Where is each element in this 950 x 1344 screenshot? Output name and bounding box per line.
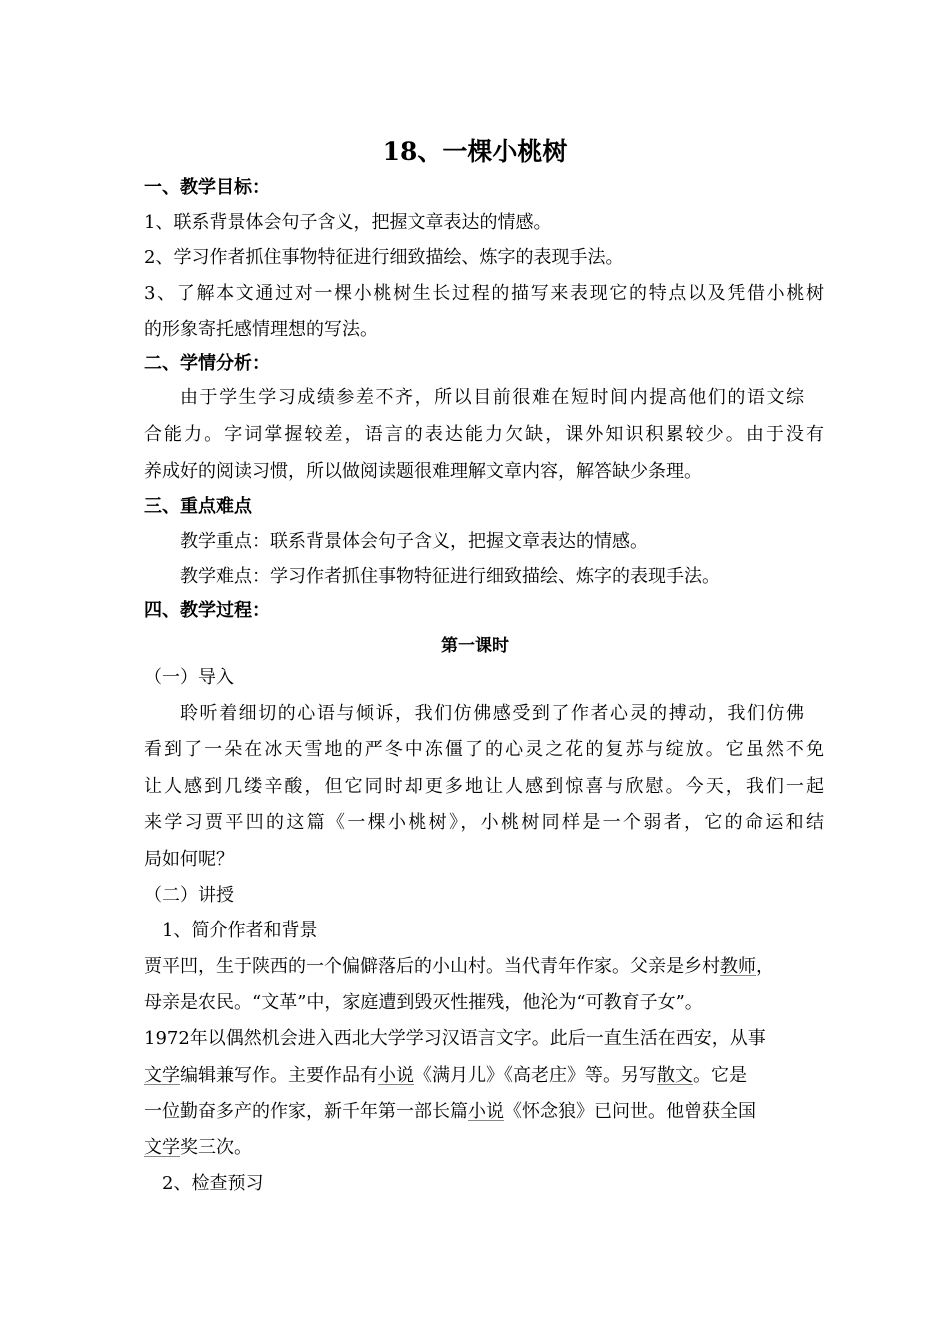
objective-item-continued: 的形象寄托感情理想的写法。 xyxy=(144,319,378,340)
intro-paragraph-line: 聆听着细切的心语与倾诉，我们仿佛感受到了作者心灵的搏动，我们仿佛 xyxy=(180,703,804,724)
objective-item: 2、学习作者抓住事物特征进行细致描绘、炼字的表现手法。 xyxy=(144,247,624,268)
intro-paragraph-line: 看到了一朵在冰天雪地的严冬中冻僵了的心灵之花的复苏与绽放。它虽然不免 xyxy=(144,739,824,760)
key-point: 教学重点：联系背景体会句子含义，把握文章表达的情感。 xyxy=(180,531,648,552)
lesson-heading: 第一课时 xyxy=(441,636,509,656)
intro-heading: （一）导入 xyxy=(144,667,234,688)
section-heading-keypoints: 三、重点难点 xyxy=(144,496,252,517)
analysis-paragraph-line: 由于学生学习成绩参差不齐，所以目前很难在短时间内提高他们的语文综 xyxy=(180,387,804,408)
section-heading-analysis: 二、学情分析： xyxy=(144,353,270,374)
objective-item: 1、联系背景体会句子含义，把握文章表达的情感。 xyxy=(144,212,552,233)
difficult-point: 教学难点：学习作者抓住事物特征进行细致描绘、炼字的表现手法。 xyxy=(180,566,720,587)
link-novel[interactable]: 小说 xyxy=(468,1101,504,1122)
bio-text: 《怀念狼》已问世。他曾获全国 xyxy=(504,1101,756,1122)
bio-line xyxy=(144,1136,824,1160)
bio-line xyxy=(144,955,824,979)
subsection-author-background: 1、简介作者和背景 xyxy=(162,920,318,941)
link-teacher[interactable]: 教师 xyxy=(720,956,756,977)
section-heading-process: 四、教学过程： xyxy=(144,600,270,621)
intro-paragraph-line: 来学习贾平凹的这篇《一棵小桃树》，小桃树同样是一个弱者，它的命运和结 xyxy=(144,812,824,833)
analysis-paragraph-line: 合能力。字词掌握较差，语言的表达能力欠缺，课外知识积累较少。由于没有 xyxy=(144,424,824,445)
bio-text: 贾平凹，生于陕西的一个偏僻落后的小山村。当代青年作家。父亲是乡村 xyxy=(144,956,720,977)
bio-text: 编辑兼写作。主要作品有 xyxy=(180,1065,378,1086)
link-literature[interactable]: 文学 xyxy=(144,1137,180,1158)
bio-text: 一位勤奋多产的作家，新千年第一部长篇 xyxy=(144,1101,468,1122)
bio-line: 母亲是农民。“文革”中，家庭遭到毁灭性摧残，他沦为“可教育子女”。 xyxy=(144,992,703,1013)
link-prose[interactable]: 散文 xyxy=(657,1065,693,1086)
document-title: 18、一棵小桃树 xyxy=(382,137,568,166)
bio-text: 奖三次。 xyxy=(180,1137,252,1158)
link-novel[interactable]: 小说 xyxy=(378,1065,414,1086)
bio-text: 《满月儿》《高老庄》等。另写 xyxy=(414,1065,657,1086)
intro-paragraph-line: 让人感到几缕辛酸，但它同时却更多地让人感到惊喜与欣慰。今天，我们一起 xyxy=(144,776,824,797)
analysis-paragraph-line: 养成好的阅读习惯，所以做阅读题很难理解文章内容，解答缺少条理。 xyxy=(144,461,702,482)
subsection-preview-check: 2、检查预习 xyxy=(162,1173,264,1194)
bio-text: ， xyxy=(756,956,774,977)
bio-line xyxy=(144,1100,824,1124)
bio-line xyxy=(144,1064,824,1088)
objective-item: 3、了解本文通过对一棵小桃树生长过程的描写来表现它的特点以及凭借小桃树 xyxy=(144,283,824,304)
section-heading-objectives: 一、教学目标： xyxy=(144,177,270,198)
bio-line: 1972年以偶然机会进入西北大学学习汉语言文字。此后一直生活在西安，从事 xyxy=(144,1028,766,1049)
teaching-heading: （二）讲授 xyxy=(144,885,234,906)
link-literature[interactable]: 文学 xyxy=(144,1065,180,1086)
intro-paragraph-line: 局如何呢？ xyxy=(144,849,234,870)
bio-text: 。它是 xyxy=(693,1065,747,1086)
